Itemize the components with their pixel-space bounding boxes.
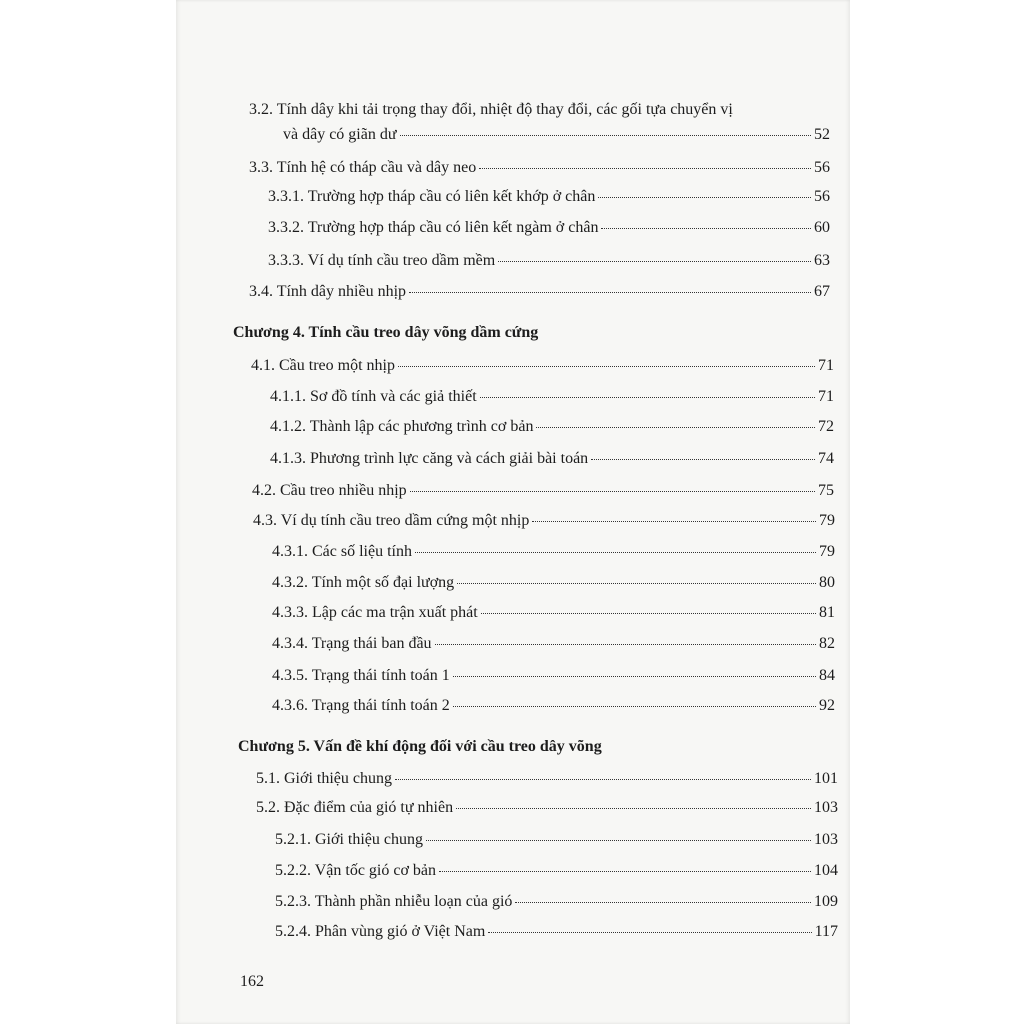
toc-page-number: 56	[814, 188, 830, 205]
toc-page-number: 103	[814, 831, 838, 848]
chapter-5-heading: Chương 5. Vấn đề khí động đối với cầu treo dây võng	[238, 738, 602, 755]
toc-page-number: 117	[814, 923, 838, 940]
toc-page-number: 79	[819, 543, 835, 560]
dot-leader	[598, 196, 811, 198]
toc-entry-5-2-4	[275, 923, 838, 941]
dot-leader	[481, 612, 816, 614]
toc-label: 3.3.3. Ví dụ tính cầu treo dầm mềm	[268, 252, 496, 269]
toc-entry-4-3-1	[272, 543, 835, 561]
toc-label: 4.3.3. Lập các ma trận xuất phát	[272, 604, 478, 621]
toc-label: 4.3.4. Trạng thái ban đầu	[272, 635, 432, 652]
toc-entry-5-2-3	[275, 893, 838, 911]
dot-leader	[426, 839, 811, 841]
toc-page-number: 84	[819, 667, 835, 684]
dot-leader	[409, 291, 811, 293]
toc-page-number: 80	[819, 574, 835, 591]
toc-entry-4-3-5	[272, 667, 835, 685]
toc-label: 4.1.3. Phương trình lực căng và cách giải bài toán	[270, 450, 589, 467]
toc-label: 4.3.1. Các số liệu tính	[272, 543, 412, 560]
toc-entry-4-3-6	[272, 697, 835, 715]
toc-entry-5-2-1	[275, 831, 838, 849]
toc-page-number: 52	[814, 126, 830, 143]
dot-leader	[515, 901, 811, 903]
toc-label: 5.2.3. Thành phần nhiễu loạn của gió	[275, 893, 513, 910]
toc-label: 4.3.2. Tính một số đại lượng	[272, 574, 455, 591]
toc-entry-4-3-4	[272, 635, 835, 653]
toc-page-number: 101	[814, 770, 838, 787]
toc-entry-3-2-line1: 3.2. Tính dây khi tải trọng thay đổi, nhiệt độ thay đổi, các gối tựa chuyển vị	[249, 101, 733, 118]
toc-page-number: 109	[814, 893, 838, 910]
toc-label: 4.3.6. Trạng thái tính toán 2	[272, 697, 450, 714]
dot-leader	[479, 167, 811, 169]
dot-leader	[457, 582, 816, 584]
toc-entry-4-1-1	[270, 388, 834, 406]
toc-label: và dây có giãn dư	[283, 126, 397, 143]
toc-entry-5-1	[256, 770, 838, 788]
toc-page-number: 79	[819, 512, 835, 529]
toc-page-number: 71	[818, 388, 834, 405]
toc-entry-3-2	[283, 126, 830, 144]
toc-page-number: 82	[819, 635, 835, 652]
toc-entry-4-1	[251, 357, 834, 375]
toc-entry-4-3	[253, 512, 835, 530]
toc-label: 5.1. Giới thiệu chung	[256, 770, 392, 787]
toc-page-number: 74	[818, 450, 834, 467]
toc-entry-3-3-2	[268, 219, 830, 237]
toc-entry-5-2	[256, 799, 838, 817]
toc-page-number: 63	[814, 252, 830, 269]
toc-entry-4-3-2	[272, 574, 835, 592]
toc-page-number: 104	[814, 862, 838, 879]
toc-entry-4-3-3	[272, 604, 835, 622]
dot-leader	[480, 396, 815, 398]
dot-leader	[453, 705, 816, 707]
toc-label: 4.1. Cầu treo một nhịp	[251, 357, 395, 374]
toc-page-number: 103	[814, 799, 838, 816]
toc-entry-4-1-2	[270, 418, 834, 436]
toc-label: 3.3.2. Trường hợp tháp cầu có liên kết ngàm ở chân	[268, 219, 599, 236]
toc-label: 4.3.5. Trạng thái tính toán 1	[272, 667, 450, 684]
page-number-footer: 162	[240, 973, 264, 990]
toc-label: 3.4. Tính dây nhiều nhịp	[249, 283, 407, 300]
dot-leader	[410, 490, 815, 492]
toc-page-number: 92	[819, 697, 835, 714]
toc-entry-3-3-1	[268, 188, 830, 206]
dot-leader	[398, 365, 815, 367]
toc-entry-5-2-2	[275, 862, 838, 880]
toc-page-number: 72	[818, 418, 834, 435]
toc-label: 4.1.1. Sơ đồ tính và các giả thiết	[270, 388, 477, 405]
toc-entry-4-2	[252, 482, 834, 500]
toc-label: 5.2.1. Giới thiệu chung	[275, 831, 423, 848]
toc-page-number: 71	[818, 357, 834, 374]
dot-leader	[601, 227, 811, 229]
toc-label: 3.3. Tính hệ có tháp cầu và dây neo	[249, 159, 477, 176]
toc-label: 5.2.2. Vận tốc gió cơ bản	[275, 862, 437, 879]
dot-leader	[532, 520, 816, 522]
dot-leader	[395, 778, 811, 780]
toc-label: 5.2.4. Phân vùng gió ở Việt Nam	[275, 923, 486, 940]
chapter-4-heading: Chương 4. Tính cầu treo dây võng dầm cứng	[233, 324, 539, 341]
toc-entry-3-3-3	[268, 252, 830, 270]
dot-leader	[400, 134, 811, 136]
toc-label: 4.1.2. Thành lập các phương trình cơ bản	[270, 418, 534, 435]
toc-entry-4-1-3	[270, 450, 834, 468]
dot-leader	[456, 807, 811, 809]
toc-page-number: 56	[814, 159, 830, 176]
toc-label: 4.3. Ví dụ tính cầu treo dầm cứng một nhịp	[253, 512, 530, 529]
toc-entry-3-4	[249, 283, 830, 301]
toc-label: 3.3.1. Trường hợp tháp cầu có liên kết khớp ở chân	[268, 188, 596, 205]
dot-leader	[415, 551, 816, 553]
dot-leader	[591, 458, 815, 460]
toc-page-number: 81	[819, 604, 835, 621]
dot-leader	[498, 260, 811, 262]
dot-leader	[488, 931, 811, 933]
toc-page-number: 60	[814, 219, 830, 236]
dot-leader	[439, 870, 811, 872]
toc-page-number: 75	[818, 482, 834, 499]
dot-leader	[536, 426, 815, 428]
toc-entry-3-3	[249, 159, 830, 177]
dot-leader	[453, 675, 816, 677]
toc-label: 4.2. Cầu treo nhiều nhịp	[252, 482, 407, 499]
toc-page-number: 67	[814, 283, 830, 300]
toc-label: 5.2. Đặc điểm của gió tự nhiên	[256, 799, 454, 816]
dot-leader	[435, 643, 816, 645]
